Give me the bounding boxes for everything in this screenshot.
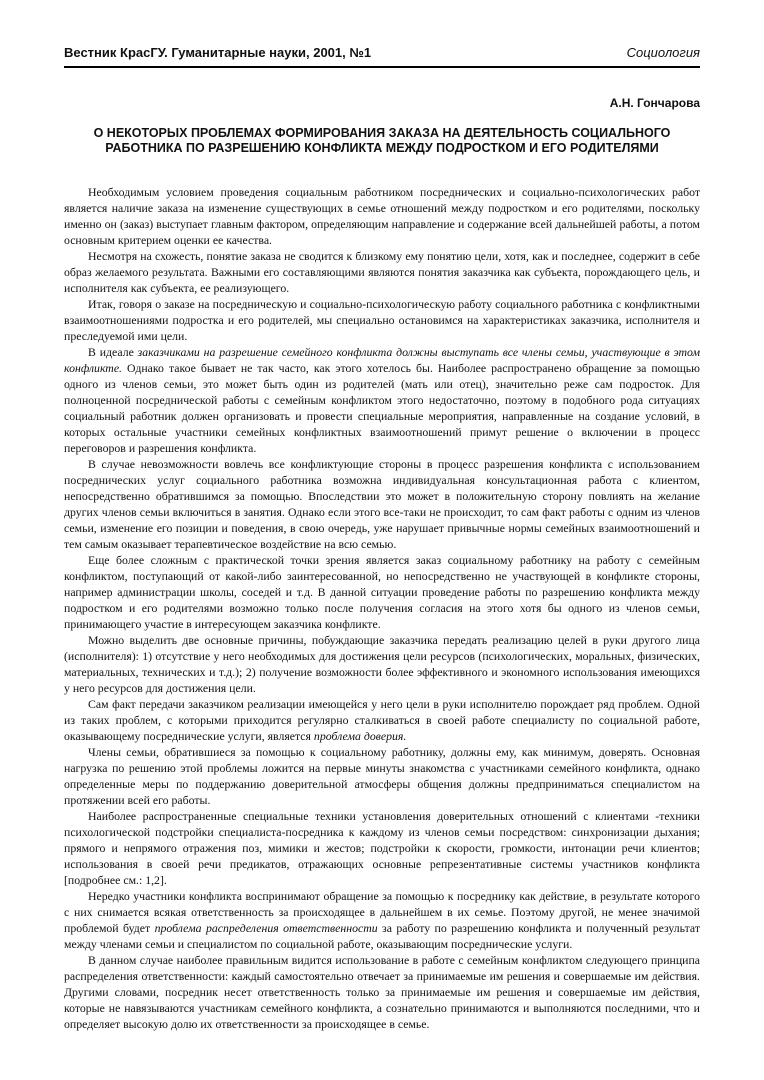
paragraph-text: за работу по разрешению конфликта и полученный результат между членами семьи и специалистом по социальной работе, оказывающим посреднические услуги. [64, 921, 700, 951]
paragraph: Еще более сложным с практической точки зрения является заказ социальному работнику на работу с семейным конфликтом, поступающий от какой-либо заинтересованной, но непосредственно не участвующей в конфликте стороны, например администрации школы, соседей и т.д. В данной ситуации проведение работы по разрешению конфликта между подростком и его родителями возможно только после получения согласия на этого хотя бы одного из членов семьи, принимающего участие в интересующем заказчика конфликте. [64, 553, 700, 631]
paragraph: Итак, говоря о заказе на посредническую и социально-психологическую работу социального работника с конфликтными взаимоотношениями подростка и его родителей, мы специально остановимся на характеристиках заказчика, исполнителя и преследуемой ими цели. [64, 297, 700, 343]
paragraph: Можно выделить две основные причины, побуждающие заказчика передать реализацию целей в руки другого лица (исполнителя): 1) отсутствие у него необходимых для достижения цели ресурсов (психологических, моральных, физических, материальных, технических и т.д.); 2) получение возможности более эффективного и экономного использования имеющихся у него ресурсов для достижения цели. [64, 633, 700, 695]
paragraph-text: Однако такое бывает не так часто, как этого хотелось бы. Наиболее распространено обращение за помощью одного из членов семьи, это может быть один из родителей (мать или отец), значительно реже сам подросток. Для полноценной посреднической работы с семейным конфликтом этого недостаточно, поэтому в подобного рода ситуациях социальный работник должен организовать и провести специальные мероприятия, направленные на создание условий, в которых остальные участники семейных конфликтных взаимоотношений примут решение о включении в процесс переговоров и разрешения конфликта. [64, 361, 700, 455]
author-name: А.Н. Гончарова [609, 96, 700, 110]
paragraph [64, 888, 700, 952]
paragraph-text: Сам факт передачи заказчиком реализации имеющейся у него цели в руки исполнителю порождает ряд проблем. Одной из таких проблем, с которыми приходится регулярно сталкиваться в своей работе специалисту по социальной работе, оказывающему посреднические услуги, является [64, 697, 700, 743]
article-title: О НЕКОТОРЫХ ПРОБЛЕМАХ ФОРМИРОВАНИЯ ЗАКАЗА НА ДЕЯТЕЛЬНОСТЬ СОЦИАЛЬНОГО РАБОТНИКА ПО РАЗРЕШЕНИЮ КОНФЛИКТА МЕЖДУ ПОДРОСТКОМ И ЕГО РОДИТЕЛЯМИ [93, 126, 671, 155]
article-body [64, 184, 700, 1032]
header-rule [64, 66, 700, 68]
journal-title: Вестник КрасГУ. Гуманитарные науки, 2001, №1 [64, 45, 372, 60]
paragraph: Несмотря на схожесть, понятие заказа не сводится к близкому ему понятию цели, хотя, как и последнее, содержит в себе образ желаемого результата. Важными его составляющими являются понятия заказчика как субъекта, порождающего цель, и исполнителя как субъекта, ее реализующего. [64, 249, 700, 295]
emphasis-text: проблема распределения ответственности [154, 921, 378, 935]
paragraph: Необходимым условием проведения социальным работником посреднических и социально-психологических работ является наличие заказа на изменение существующих в семье отношений между подростком и его родителями, поскольку именно он (заказ) выступает главным фактором, определяющим направление и содержание всей дальнейшей работы, а потом основным критерием оценки ее качества. [64, 185, 700, 247]
paragraph: Члены семьи, обратившиеся за помощью к социальному работнику, должны ему, как минимум, доверять. Основная нагрузка по решению этой проблемы ложится на первые минуты знакомства с участниками семейного конфликта, однако определенные меры по поддержанию доверительной атмосферы общения должны предприниматься специалистом на протяжении всей его работы. [64, 745, 700, 807]
paragraph: В данном случае наиболее правильным видится использование в работе с семейным конфликтом следующего принципа распределения ответственности: каждый самостоятельно отвечает за принимаемые им решения и совершаемые им действия. Другими словами, посредник несет ответственность только за принимаемые им решения и совершаемые им действия, которые не навязываются участникам семейного конфликта, а сознательно принимаются и выполняются последними, что и определяет высокую долю их ответственности за происходящее в семье. [64, 953, 700, 1031]
paragraph: Наиболее распространенные специальные техники установления доверительных отношений с клиентами -техники психологической подстройки специалиста-посредника к каждому из членов семьи посредством: синхронизации дыхания; прямого и непрямого отражения поз, мимики и жестов; подстройки к скорости, громкости, интонации речи клиентов; использования в своей речи предикатов, отражающих основные репрезентативные системы участников конфликта [подробнее см.: 1,2]. [64, 809, 700, 887]
section-name: Социология [626, 45, 700, 60]
paragraph: В случае невозможности вовлечь все конфликтующие стороны в процесс разрешения конфликта с использованием посреднических услуг социального работника возможна индивидуальная консультационная работа с клиентом, непосредственно обратившимся за помощью. Впоследствии это может в положительную сторону повлиять на желание других членов семьи включиться в занятия. Однако если этого все-таки не происходит, то сам факт работы с одним из членов семьи, изменение его позиции и поведения, в свою очередь, уже нарушает привычные нормы семейных взаимоотношений и тем самым оказывает терапевтическое воздействие на всю семью. [64, 457, 700, 551]
running-head [64, 45, 700, 65]
paragraph [64, 696, 700, 744]
paragraph-text: Нередко участники конфликта воспринимают обращение за помощью к посреднику как действие, в результате которого с них снимается всякая ответственность за происходящее в дальнейшем в их семье. Поэтому другой, не менее значимой проблемой будет [64, 889, 700, 935]
emphasis-text: заказчиками на разрешение семейного конфликта должны выступать все члены семьи, участвующие в этом конфликте. [64, 345, 700, 375]
paragraph-text: В идеале [88, 345, 138, 359]
emphasis-text: проблема доверия. [313, 729, 407, 743]
paragraph [64, 344, 700, 456]
